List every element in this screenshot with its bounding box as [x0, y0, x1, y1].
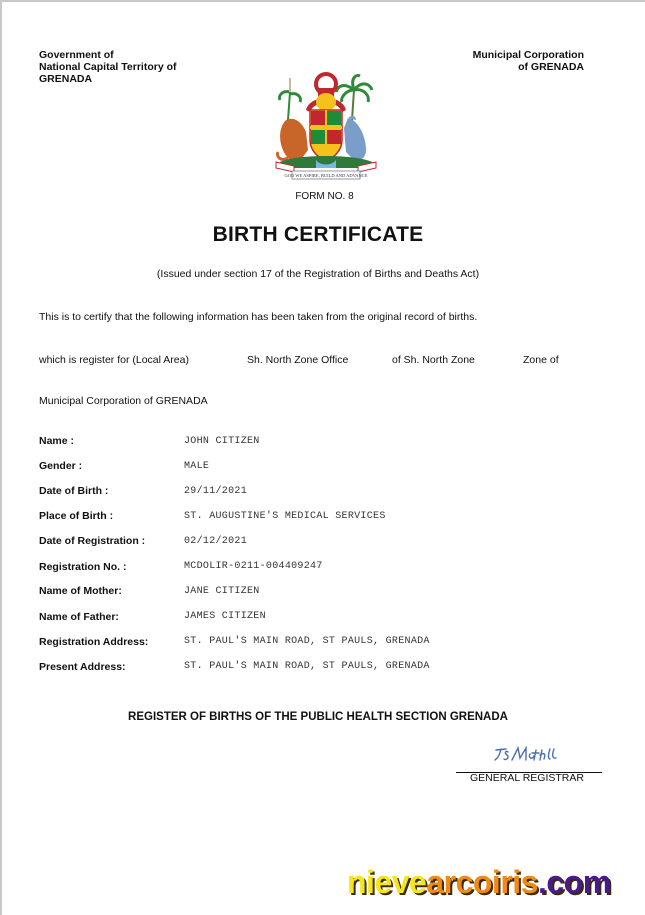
act-reference: (Issued under section 17 of the Registration of Births and Deaths Act) — [156, 268, 480, 280]
signature-icon — [492, 744, 562, 771]
page-title: BIRTH CERTIFICATE — [212, 223, 424, 246]
field-label-gender: Gender : — [39, 460, 83, 472]
header-government — [39, 49, 177, 85]
field-value-name: JOHN CITIZEN — [184, 436, 260, 447]
watermark-part-1: nieve — [347, 864, 427, 900]
field-label-present-address: Present Address: — [39, 661, 126, 673]
field-value-mother: JANE CITIZEN — [184, 586, 260, 597]
form-number: FORM NO. 8 — [295, 191, 354, 202]
local-area-label: which is register for (Local Area) — [39, 354, 189, 366]
field-value-gender: MALE — [184, 461, 210, 472]
field-value-date-of-birth: 29/11/2021 — [184, 486, 248, 497]
certify-statement: This is to certify that the following information has been taken from the original record of births. — [39, 311, 478, 323]
header-left-line-1: Government of — [39, 49, 114, 61]
watermark — [347, 864, 611, 901]
field-value-place-of-birth: ST. AUGUSTINE'S MEDICAL SERVICES — [184, 511, 386, 522]
header-right-line-2: of GRENADA — [518, 61, 584, 73]
field-value-present-address: ST. PAUL'S MAIN ROAD, ST PAULS, GRENADA — [184, 661, 430, 672]
field-label-registration-no: Registration No. : — [39, 561, 127, 573]
signatory-title: GENERAL REGISTRAR — [470, 772, 584, 784]
coat-of-arms-icon — [266, 70, 386, 182]
field-label-date-of-registration: Date of Registration : — [39, 535, 146, 547]
zone-office: Sh. North Zone Office — [247, 354, 349, 366]
watermark-part-3: .com — [537, 864, 611, 900]
field-value-date-of-registration: 02/12/2021 — [184, 536, 248, 547]
header-left-line-2: National Capital Territory of — [39, 61, 177, 73]
field-label-mother: Name of Mother: — [39, 585, 122, 597]
field-label-registration-address: Registration Address: — [39, 636, 149, 648]
header-right-line-1: Municipal Corporation — [472, 49, 584, 61]
header-municipal — [473, 49, 584, 73]
field-value-father: JAMES CITIZEN — [184, 611, 266, 622]
zone-of-label: Zone of — [523, 354, 559, 366]
register-footer-heading: REGISTER OF BIRTHS OF THE PUBLIC HEALTH SECTION GRENADA — [128, 711, 508, 723]
field-value-registration-no: MCDOLIR-0211-004409247 — [184, 561, 323, 572]
zone-name: of Sh. North Zone — [392, 354, 475, 366]
field-label-date-of-birth: Date of Birth : — [39, 485, 109, 497]
field-label-name: Name : — [39, 435, 75, 447]
field-label-place-of-birth: Place of Birth : — [39, 510, 114, 522]
watermark-part-2: arcoiris — [426, 864, 538, 900]
svg-text:GOD WE ASPIRE, BUILD AND ADVAN: GOD WE ASPIRE, BUILD AND ADVANCE — [284, 173, 368, 178]
municipal-corporation-line: Municipal Corporation of GRENADA — [39, 395, 208, 407]
header-left-line-3: GRENADA — [39, 73, 93, 85]
field-value-registration-address: ST. PAUL'S MAIN ROAD, ST PAULS, GRENADA — [184, 636, 430, 647]
field-label-father: Name of Father: — [39, 611, 119, 623]
